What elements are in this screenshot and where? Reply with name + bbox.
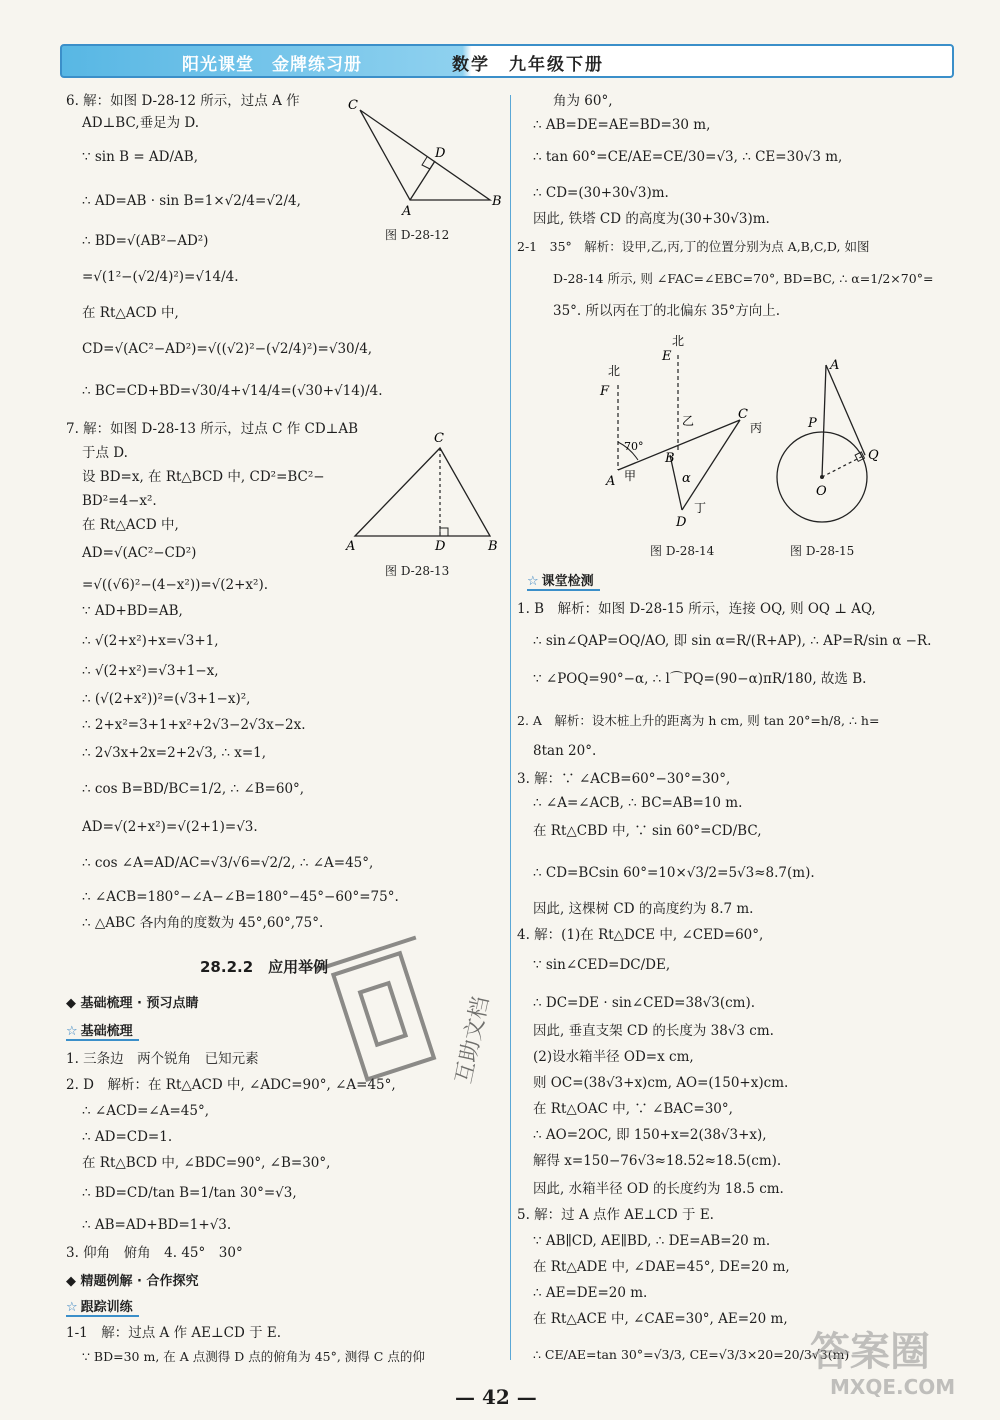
figure-d-28-14 bbox=[590, 330, 770, 530]
text-line: ∴ AD=AB · sin B=1×√2/4=√2/4, bbox=[82, 193, 301, 209]
stamp-text: 互助文档 bbox=[451, 994, 495, 1086]
text-line: ∴ DC=DE · sin∠CED=38√3(cm). bbox=[533, 995, 756, 1011]
text-line: ∴ BC=CD+BD=√30/4+√14/4=(√30+√14)/4. bbox=[82, 383, 383, 399]
text-line: 5. 解：过 A 点作 AE⊥CD 于 E. bbox=[517, 1207, 714, 1223]
text-line: ∴ AB=DE=AE=BD=30 m, bbox=[533, 117, 711, 133]
text-line: 在 Rt△ACD 中, bbox=[82, 517, 179, 533]
text-line: ∴ BD=√(AB²−AD²) bbox=[82, 233, 209, 249]
text-line: ∴ (√(2+x²))²=(√3+1−x)², bbox=[82, 691, 251, 707]
text-line: 在 Rt△ACD 中, bbox=[82, 305, 179, 321]
text-line: 解得 x=150−76√3≈18.52≈18.5(cm). bbox=[533, 1153, 782, 1169]
text-line: ∵ sin B = AD/AB, bbox=[82, 149, 199, 165]
text-line: CD=√(AC²−AD²)=√((√2)²−(√2/4)²)=√30/4, bbox=[82, 341, 373, 357]
figure-caption: 图 D-28-14 bbox=[650, 544, 715, 558]
altitude-ad bbox=[410, 161, 435, 200]
text-line: 在 Rt△OAC 中, ∵ ∠BAC=30°, bbox=[533, 1101, 733, 1117]
label-b: B bbox=[488, 539, 498, 553]
figure-d-28-12 bbox=[340, 95, 510, 245]
text-line: 2. A 解析：设木桩上升的距离为 h cm, 则 tan 20°=h/8, ∴ h= bbox=[517, 713, 880, 728]
text-line: ∴ cos B=BD/BC=1/2, ∴ ∠B=60°, bbox=[82, 781, 305, 797]
section-head-follow: ☆ 跟踪训练 bbox=[66, 1296, 139, 1317]
text-line: ∵ AB∥CD, AE∥BD, ∴ DE=AB=20 m. bbox=[533, 1233, 771, 1249]
text-line: AD=√(2+x²)=√(2+1)=√3. bbox=[82, 819, 258, 835]
text-line: 3. 解：∵ ∠ACB=60°−30°=30°, bbox=[517, 771, 731, 787]
label-jia: 甲 bbox=[624, 469, 637, 483]
label-b: B bbox=[492, 194, 502, 209]
star-icon: ☆ bbox=[527, 574, 539, 589]
text-line: 于点 D. bbox=[82, 445, 128, 461]
text-line: AD⊥BC,垂足为 D. bbox=[82, 115, 200, 131]
label-a: A bbox=[402, 204, 412, 219]
text-line: ∴ sin∠QAP=OQ/AO, 即 sin α=R/(R+AP), ∴ AP=R/sin α −R. bbox=[533, 633, 932, 649]
label-bing: 丙 bbox=[750, 421, 763, 435]
text-line: BD²=4−x². bbox=[82, 493, 157, 509]
label-c: C bbox=[348, 98, 358, 113]
watermark-site: MXQE.COM bbox=[830, 1375, 956, 1399]
label-d: D bbox=[435, 539, 446, 553]
label-yi: 乙 bbox=[682, 414, 695, 428]
text-line: 则 OC=(38√3+x)cm, AO=(150+x)cm. bbox=[533, 1075, 789, 1091]
column-divider bbox=[510, 95, 511, 1360]
text-line: ∴ AO=2OC, 即 150+x=2(38√3+x), bbox=[533, 1127, 767, 1143]
right-angle-mark bbox=[422, 157, 430, 169]
text-line: ∵ BD=30 m, 在 A 点测得 D 点的俯角为 45°, 测得 C 点的仰 bbox=[82, 1349, 425, 1364]
segment-ao bbox=[822, 365, 826, 477]
label-b: B bbox=[665, 451, 675, 466]
text-line: 3. 仰角 俯角 4. 45° 30° bbox=[66, 1245, 243, 1261]
text-line: 2-1 35° 解析：设甲,乙,丙,丁的位置分别为点 A,B,C,D, 如图 bbox=[517, 239, 870, 254]
text-line: ∴ ∠ACD=∠A=45°, bbox=[82, 1103, 209, 1119]
figure-d-28-13 bbox=[340, 428, 510, 553]
text-line: (2)设水箱半径 OD=x cm, bbox=[533, 1049, 694, 1065]
label-q: Q bbox=[868, 448, 879, 463]
text-line: ∴ 2√3x+2x=2+2√3, ∴ x=1, bbox=[82, 745, 267, 761]
text-line: 7. 解：如图 D-28-13 所示，过点 C 作 CD⊥AB bbox=[66, 421, 359, 437]
figure-d-28-15 bbox=[770, 355, 900, 525]
text-line: ∴ √(2+x²)=√3+1−x, bbox=[82, 663, 219, 679]
label-70: 70° bbox=[624, 440, 644, 453]
series-title: 阳光课堂 金牌练习册 bbox=[182, 55, 362, 75]
text-line: =√((√6)²−(4−x²))=√(2+x²). bbox=[82, 577, 269, 593]
label-d: D bbox=[435, 146, 446, 161]
text-line: ∵ sin∠CED=DC/DE, bbox=[533, 957, 671, 973]
section-head-basic-sort: ☆ 基础梳理 bbox=[66, 1020, 139, 1041]
text-line: 在 Rt△BCD 中, ∠BDC=90°, ∠B=30°, bbox=[82, 1155, 331, 1171]
text-line: 因此, 水箱半径 OD 的长度约为 18.5 cm. bbox=[533, 1181, 784, 1197]
label-c: C bbox=[434, 431, 444, 446]
label-p: P bbox=[808, 416, 817, 431]
label-a: A bbox=[346, 539, 356, 553]
label-a: A bbox=[606, 474, 616, 489]
section-head-basic-review: ◆ 基础梳理 · 预习点睛 bbox=[66, 996, 199, 1011]
triangle-abc bbox=[355, 448, 490, 536]
text-line: 在 Rt△ACE 中, ∠CAE=30°, AE=20 m, bbox=[533, 1311, 788, 1327]
text-line: 在 Rt△CBD 中, ∵ sin 60°=CD/BC, bbox=[533, 823, 762, 839]
star-icon: ☆ bbox=[66, 1024, 78, 1039]
segment-dc bbox=[682, 420, 740, 510]
text-line: ∴ CE/AE=tan 30°=√3/3, CE=√3/3×20=20/3√3(m) bbox=[533, 1347, 850, 1362]
text-line: ∴ AD=CD=1. bbox=[82, 1129, 173, 1145]
text-line: 6. 解：如图 D-28-12 所示，过点 A 作 bbox=[66, 93, 300, 109]
text-line: 因此, 垂直支架 CD 的长度为 38√3 cm. bbox=[533, 1023, 774, 1039]
segment-aq bbox=[826, 365, 865, 455]
figure-caption: 图 D-28-15 bbox=[790, 544, 855, 558]
text-line: 1. 三条边 两个锐角 已知元素 bbox=[66, 1051, 259, 1067]
text-line: ∴ BD=CD/tan B=1/tan 30°=√3, bbox=[82, 1185, 297, 1201]
text-line: 4. 解：(1)在 Rt△DCE 中, ∠CED=60°, bbox=[517, 927, 764, 943]
segment-oq bbox=[822, 455, 865, 477]
label-north-1: 北 bbox=[608, 364, 621, 378]
text-line: 角为 60°, bbox=[553, 93, 613, 109]
text-line: 2. D 解析：在 Rt△ACD 中, ∠ADC=90°, ∠A=45°, bbox=[66, 1077, 396, 1093]
figure-caption: 图 D-28-13 bbox=[385, 564, 450, 578]
text-line: ∴ AE=DE=20 m. bbox=[533, 1285, 648, 1301]
triangle-abc bbox=[360, 110, 490, 200]
page-number: — 42 — bbox=[455, 1385, 537, 1409]
label-a: A bbox=[830, 358, 840, 373]
text-line: 1. B 解析：如图 D-28-15 所示，连接 OQ, 则 OQ ⊥ AQ, bbox=[517, 601, 876, 617]
text-line: ∴ △ABC 各内角的度数为 45°,60°,75°. bbox=[82, 915, 324, 931]
text-line: 因此, 铁塔 CD 的高度为(30+30√3)m. bbox=[533, 211, 770, 227]
section-head-example: ◆ 精题例解 · 合作探究 bbox=[66, 1274, 199, 1289]
section-title: 28.2.2 应用举例 bbox=[200, 958, 329, 976]
text-line: 8tan 20°. bbox=[533, 743, 597, 759]
text-line: D-28-14 所示, 则 ∠FAC=∠EBC=70°, BD=BC, ∴ α=1/2×70°= bbox=[553, 271, 934, 286]
label-north-2: 北 bbox=[672, 334, 685, 348]
text-line: =√(1²−(√2/4)²)=√14/4. bbox=[82, 269, 239, 285]
label-c: C bbox=[738, 407, 748, 422]
text-line: ∵ ∠POQ=90°−α, ∴ l⌒PQ=(90−α)πR/180, 故选 B. bbox=[533, 671, 867, 687]
text-line: ∴ ∠ACB=180°−∠A−∠B=180°−45°−60°=75°. bbox=[82, 889, 399, 905]
label-alpha: α bbox=[682, 471, 691, 486]
subject-title: 数学 九年级下册 bbox=[452, 55, 604, 75]
right-angle-mark bbox=[440, 528, 448, 536]
text-line: ∴ CD=BCsin 60°=10×√3/2=5√3≈8.7(m). bbox=[533, 865, 815, 881]
text-line: 35°. 所以丙在丁的北偏东 35°方向上. bbox=[553, 303, 781, 319]
point-o bbox=[820, 475, 824, 479]
text-line: ∴ AB=AD+BD=1+√3. bbox=[82, 1217, 232, 1233]
text-line: ∵ AD+BD=AB, bbox=[82, 603, 183, 619]
figure-caption: 图 D-28-12 bbox=[385, 228, 450, 242]
text-line: AD=√(AC²−CD²) bbox=[82, 545, 197, 561]
text-line: ∴ CD=(30+30√3)m. bbox=[533, 185, 669, 201]
text-line: ∴ cos ∠A=AD/AC=√3/√6=√2/2, ∴ ∠A=45°, bbox=[82, 855, 374, 871]
label-e: E bbox=[662, 349, 672, 364]
label-d: D bbox=[676, 515, 687, 530]
page-header-banner bbox=[60, 44, 954, 78]
text-line: ∴ tan 60°=CE/AE=CE/30=√3, ∴ CE=30√3 m, bbox=[533, 149, 843, 165]
text-line: 1-1 解：过点 A 作 AE⊥CD 于 E. bbox=[66, 1325, 282, 1341]
label-ding: 丁 bbox=[694, 501, 707, 515]
text-line: 设 BD=x, 在 Rt△BCD 中, CD²=BC²− bbox=[82, 469, 325, 485]
text-line: ∴ ∠A=∠ACB, ∴ BC=AB=10 m. bbox=[533, 795, 743, 811]
text-line: ∴ √(2+x²)+x=√3+1, bbox=[82, 633, 219, 649]
watermark-logo: 答案圈 bbox=[810, 1329, 930, 1375]
section-head-class-check: ☆ 课堂检测 bbox=[527, 570, 600, 591]
label-f: F bbox=[600, 384, 610, 399]
text-line: ∴ 2+x²=3+1+x²+2√3−2√3x−2x. bbox=[82, 717, 306, 733]
text-line: 因此, 这棵树 CD 的高度约为 8.7 m. bbox=[533, 901, 754, 917]
label-o: O bbox=[816, 484, 827, 499]
text-line: 在 Rt△ADE 中, ∠DAE=45°, DE=20 m, bbox=[533, 1259, 790, 1275]
star-icon: ☆ bbox=[66, 1300, 78, 1315]
